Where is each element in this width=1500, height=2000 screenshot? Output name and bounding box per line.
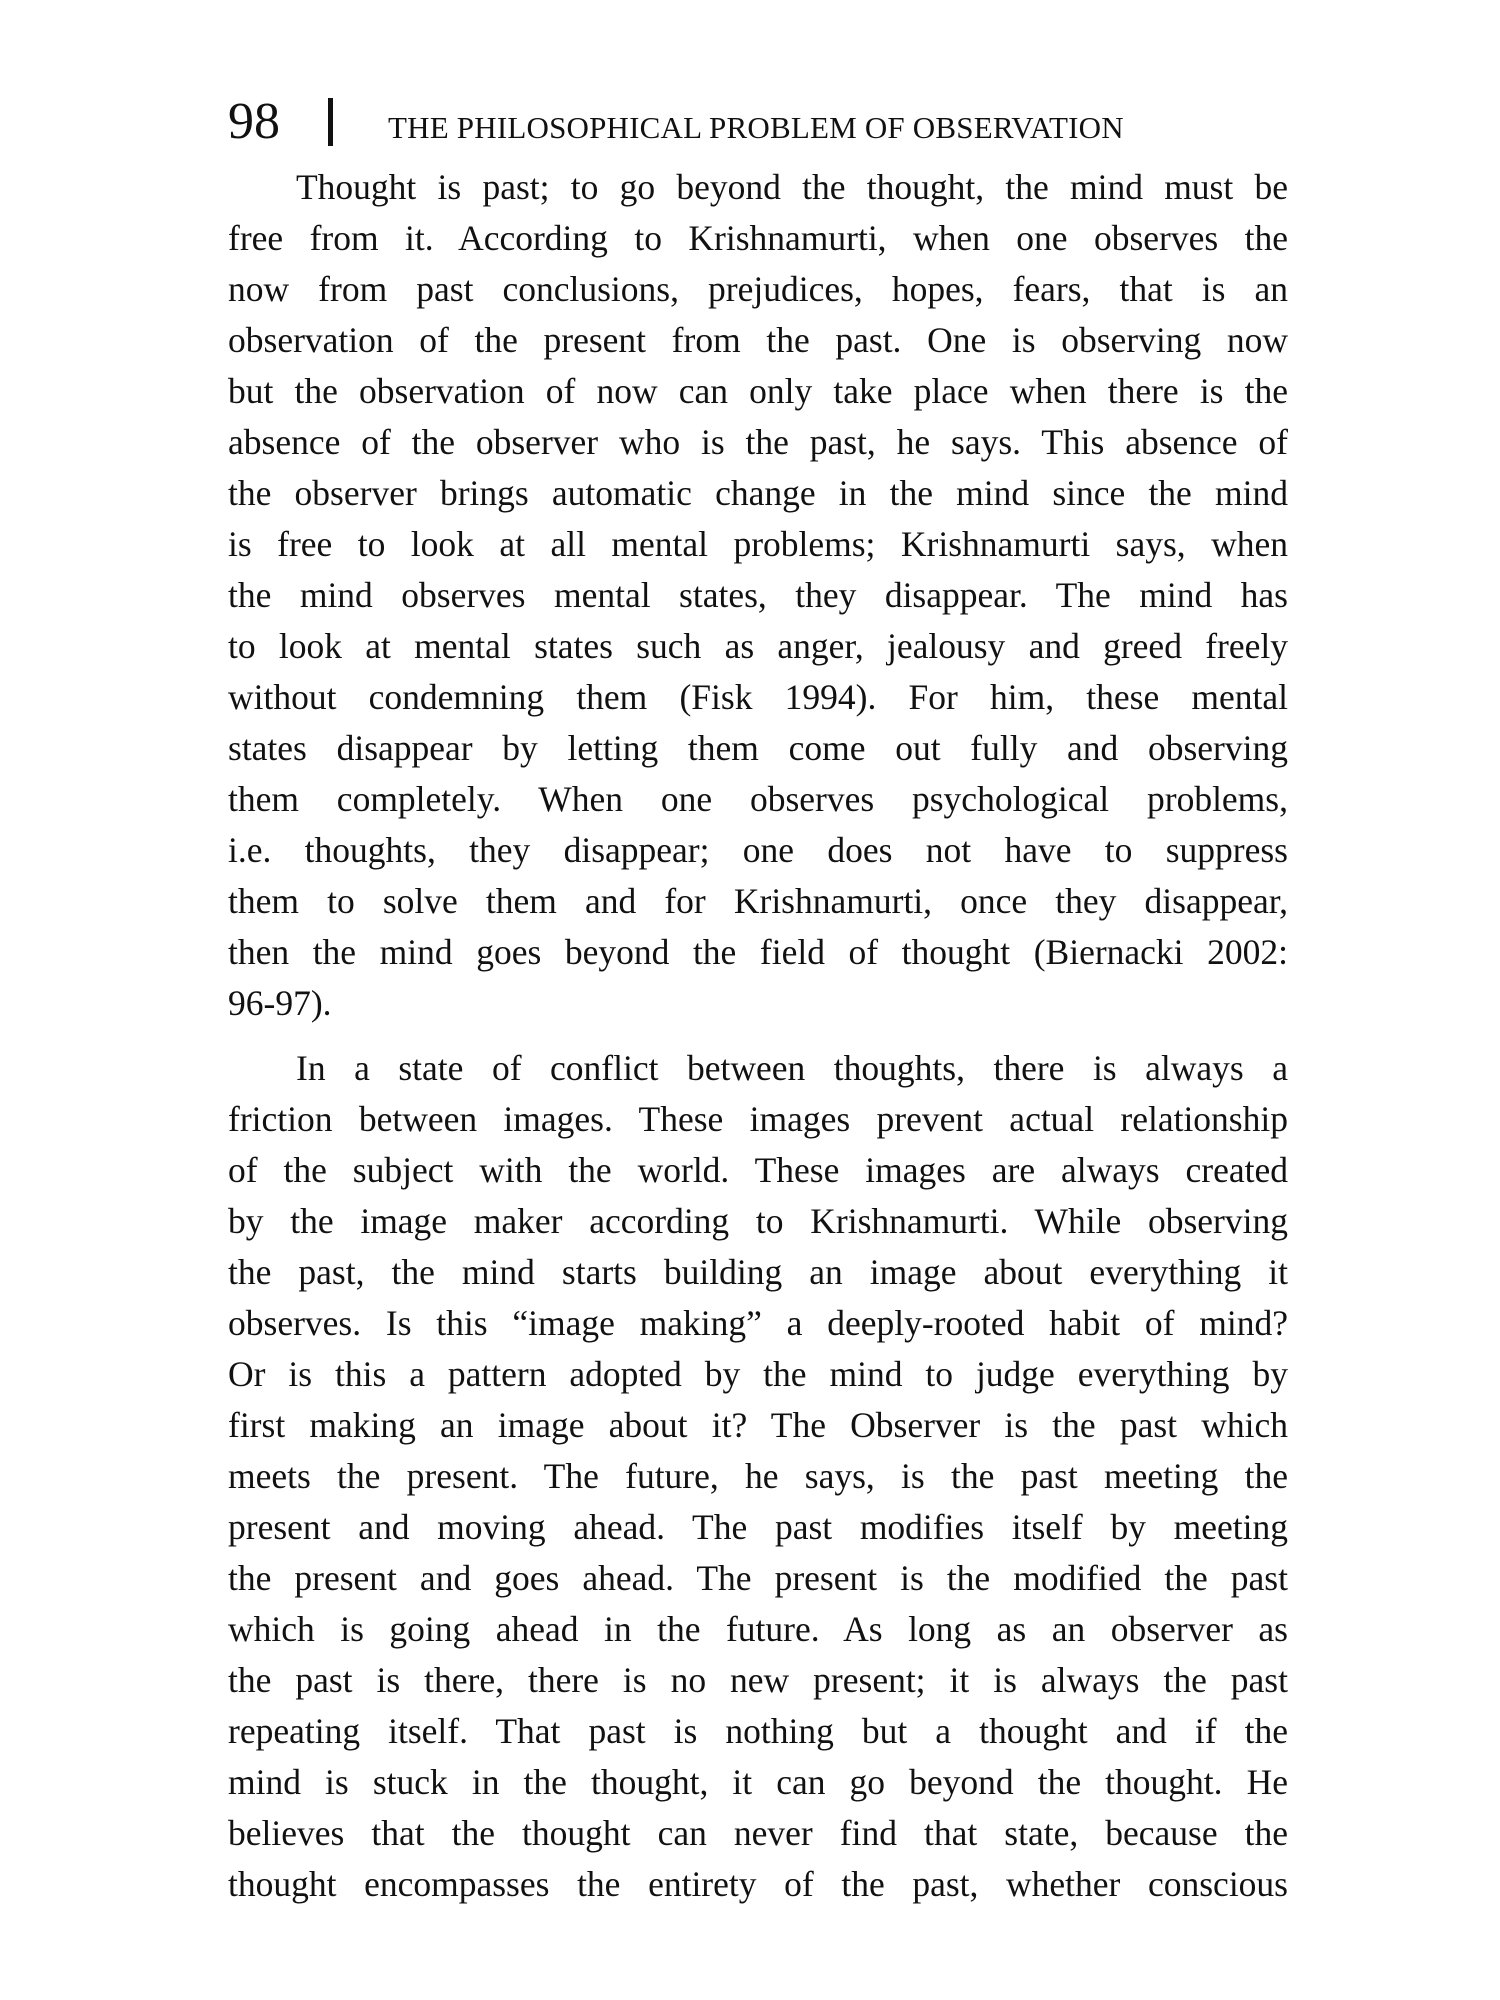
paragraph-2-line: first making an image about it? The Observer is the past which xyxy=(228,1405,1288,1445)
paragraph-1-line: Thought is past; to go beyond the thought, the mind must be xyxy=(296,167,1288,207)
paragraph-1-line: the mind observes mental states, they disappear. The mind has xyxy=(228,575,1288,615)
paragraph-1-line: without condemning them (Fisk 1994). For him, these mental xyxy=(228,677,1288,717)
paragraph-1-line: the observer brings automatic change in the mind since the mind xyxy=(228,473,1288,513)
header-divider xyxy=(328,98,333,146)
paragraph-2-line: the past is there, there is no new present; it is always the past xyxy=(228,1660,1288,1700)
paragraph-1-line: 96-97). xyxy=(228,983,332,1023)
paragraph-2-line: meets the present. The future, he says, is the past meeting the xyxy=(228,1456,1288,1496)
paragraph-1-line: absence of the observer who is the past, he says. This absence of xyxy=(228,422,1288,462)
paragraph-2-line: repeating itself. That past is nothing but a thought and if the xyxy=(228,1711,1288,1751)
paragraph-1-line: them completely. When one observes psychological problems, xyxy=(228,779,1288,819)
paragraph-1-line: is free to look at all mental problems; Krishnamurti says, when xyxy=(228,524,1288,564)
paragraph-spacer xyxy=(228,1029,1288,1043)
paragraph-2-line: Or is this a pattern adopted by the mind to judge everything by xyxy=(228,1354,1288,1394)
paragraph-1-line: then the mind goes beyond the field of thought (Biernacki 2002: xyxy=(228,932,1288,972)
paragraph-2-line: the past, the mind starts building an image about everything it xyxy=(228,1252,1288,1292)
page-header xyxy=(228,92,1288,152)
running-head: THE PHILOSOPHICAL PROBLEM OF OBSERVATION xyxy=(388,110,1124,145)
paragraph-1-line: i.e. thoughts, they disappear; one does not have to suppress xyxy=(228,830,1288,870)
paragraph-2-line: present and moving ahead. The past modifies itself by meeting xyxy=(228,1507,1288,1547)
paragraph-2-line: friction between images. These images prevent actual relationship xyxy=(228,1099,1288,1139)
paragraph-1-line: observation of the present from the past. One is observing now xyxy=(228,320,1288,360)
paragraph-1-line: to look at mental states such as anger, jealousy and greed freely xyxy=(228,626,1288,666)
body-text xyxy=(228,162,1288,1910)
paragraph-2-line: thought encompasses the entirety of the past, whether conscious xyxy=(228,1864,1288,1904)
paragraph-2-line: the present and goes ahead. The present is the modified the past xyxy=(228,1558,1288,1598)
paragraph-1-line: states disappear by letting them come out fully and observing xyxy=(228,728,1288,768)
paragraph-1-line: now from past conclusions, prejudices, hopes, fears, that is an xyxy=(228,269,1288,309)
paragraph-2-line: by the image maker according to Krishnamurti. While observing xyxy=(228,1201,1288,1241)
paragraph-2-line: In a state of conflict between thoughts, there is always a xyxy=(296,1048,1288,1088)
paragraph-1-line: them to solve them and for Krishnamurti, once they disappear, xyxy=(228,881,1288,921)
paragraph-2-line: of the subject with the world. These images are always created xyxy=(228,1150,1288,1190)
paragraph-1-line: free from it. According to Krishnamurti, when one observes the xyxy=(228,218,1288,258)
page-number: 98 xyxy=(228,93,280,150)
paragraph-2-line: mind is stuck in the thought, it can go beyond the thought. He xyxy=(228,1762,1288,1802)
paragraph-1-line: but the observation of now can only take place when there is the xyxy=(228,371,1288,411)
paragraph-2-line: which is going ahead in the future. As long as an observer as xyxy=(228,1609,1288,1649)
paragraph-2-line: believes that the thought can never find that state, because the xyxy=(228,1813,1288,1853)
paragraph-2-line: observes. Is this “image making” a deeply-rooted habit of mind? xyxy=(228,1303,1288,1343)
